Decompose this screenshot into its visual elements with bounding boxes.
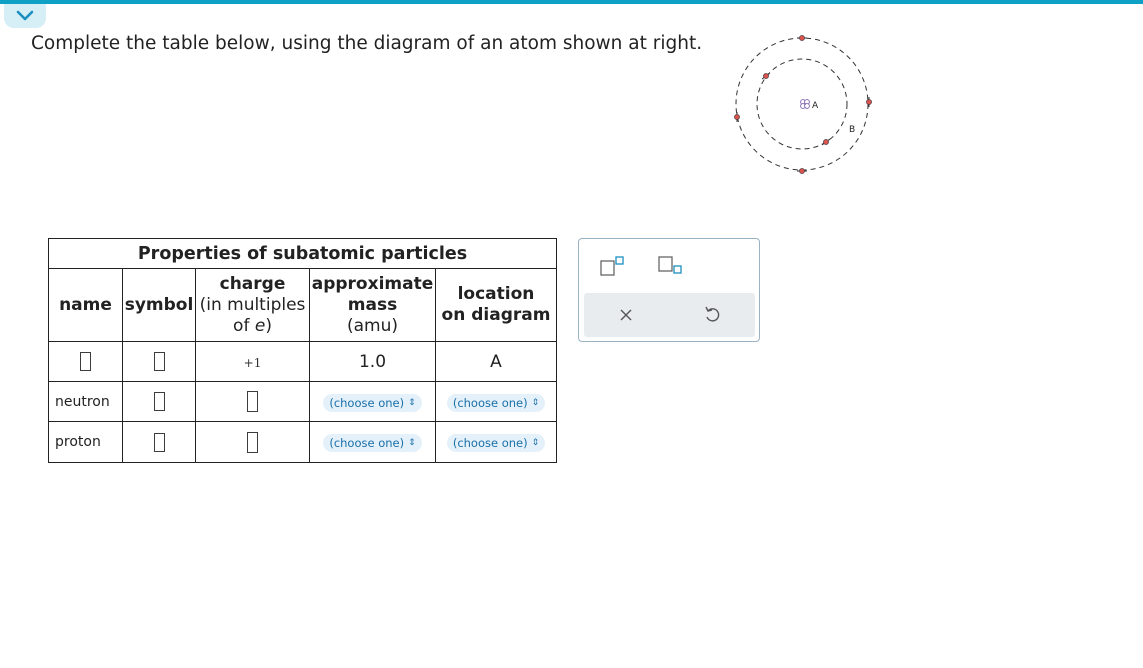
name-answer-box[interactable] xyxy=(80,352,91,371)
electron xyxy=(822,139,830,145)
header-mass: approximate mass (amu) xyxy=(310,269,436,342)
mass-cell xyxy=(310,342,436,382)
chevron-down-icon xyxy=(15,10,35,22)
properties-table-container xyxy=(48,238,557,463)
header-symbol: symbol xyxy=(123,269,196,342)
symbol-answer-box[interactable] xyxy=(154,433,165,452)
symbol-answer-box[interactable] xyxy=(154,392,165,411)
charge-cell xyxy=(196,342,310,382)
mass-dropdown[interactable]: (choose one) ⇕ xyxy=(323,434,421,452)
header-location: location on diagram xyxy=(436,269,557,342)
location-cell xyxy=(436,342,557,382)
symbol-answer-box[interactable] xyxy=(154,352,165,371)
row-name-proton: proton xyxy=(49,422,123,463)
symbol-cell xyxy=(123,342,196,382)
electron xyxy=(762,73,770,79)
location-cell xyxy=(436,422,557,463)
mass-value: 1.0 xyxy=(358,351,387,372)
undo-icon xyxy=(704,305,720,323)
subscript-box-icon xyxy=(657,255,685,277)
question-prompt: Complete the table below, using the diagram of an atom shown at right. xyxy=(31,33,703,54)
atom-diagram xyxy=(728,28,888,188)
up-down-chevron-icon: ⇕ xyxy=(408,397,416,408)
table-row xyxy=(49,382,557,422)
location-dropdown[interactable]: (choose one) ⇕ xyxy=(447,394,545,412)
symbol-cell xyxy=(123,382,196,422)
header-name: name xyxy=(49,269,123,342)
charge-cell xyxy=(196,422,310,463)
location-value: A xyxy=(490,351,502,372)
electron xyxy=(734,112,739,122)
superscript-box-icon xyxy=(599,255,627,277)
nucleus xyxy=(801,100,810,109)
charge-value: +1 xyxy=(243,355,262,370)
mass-dropdown[interactable]: (choose one) ⇕ xyxy=(323,394,421,412)
charge-answer-box[interactable] xyxy=(247,432,258,453)
symbol-cell xyxy=(123,422,196,463)
location-cell xyxy=(436,382,557,422)
undo-button[interactable] xyxy=(704,305,720,327)
location-dropdown[interactable]: (choose one) ⇕ xyxy=(447,434,545,452)
top-accent-bar xyxy=(0,0,1143,4)
label-b: B xyxy=(849,125,856,135)
charge-cell xyxy=(196,382,310,422)
name-cell xyxy=(49,342,123,382)
collapse-toggle[interactable] xyxy=(4,4,46,28)
subscript-button[interactable] xyxy=(657,255,685,281)
electron xyxy=(866,97,871,107)
up-down-chevron-icon: ⇕ xyxy=(531,397,540,408)
header-charge: charge (in multiples of e) xyxy=(196,269,310,342)
row-name-neutron: neutron xyxy=(49,382,123,422)
electron xyxy=(797,35,807,40)
up-down-chevron-icon: ⇕ xyxy=(531,438,540,448)
answer-tools-panel xyxy=(578,238,760,342)
mass-cell xyxy=(310,382,436,422)
clear-button[interactable] xyxy=(619,307,633,326)
table-row xyxy=(49,342,557,382)
charge-answer-box[interactable] xyxy=(247,391,258,412)
table-caption: Properties of subatomic particles xyxy=(49,239,557,269)
superscript-button[interactable] xyxy=(599,255,627,281)
up-down-chevron-icon: ⇕ xyxy=(408,438,416,448)
mass-cell xyxy=(310,422,436,463)
electron xyxy=(797,168,807,173)
close-icon xyxy=(619,308,633,322)
table-row xyxy=(49,422,557,463)
tool-actions-bar xyxy=(584,293,755,337)
label-a: A xyxy=(812,101,819,111)
properties-table xyxy=(48,238,557,463)
